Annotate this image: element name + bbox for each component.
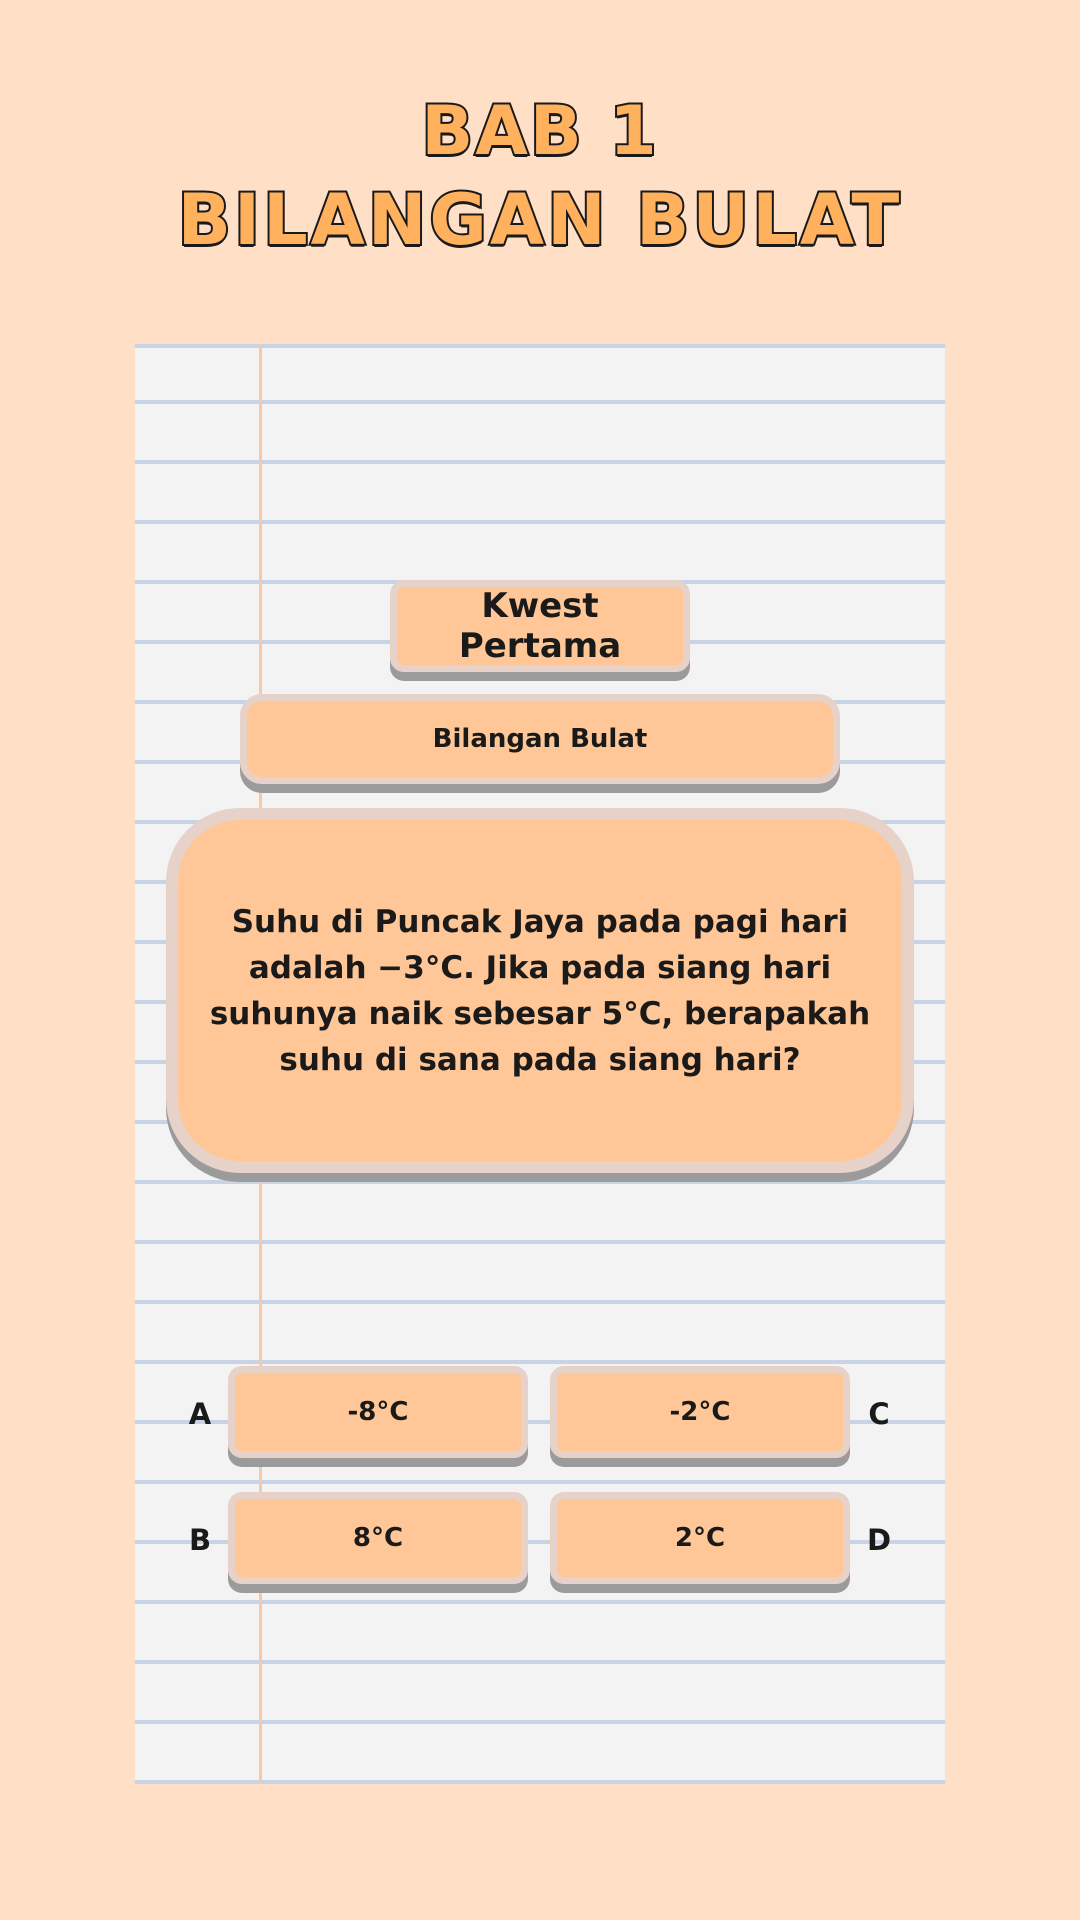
- quest-title: Kwest Pertama: [390, 580, 690, 672]
- answer-button-d[interactable]: 2°C: [550, 1492, 850, 1584]
- answer-button-c[interactable]: -2°C: [550, 1366, 850, 1458]
- chapter-title: BAB 1: [421, 92, 659, 171]
- chapter-subtitle: BILANGAN BULAT: [177, 179, 903, 261]
- question-card: [166, 808, 914, 1173]
- question-text: Suhu di Puncak Jaya pada pagi hari adalah −3°C. Jika pada siang hari suhunya naik sebesar 5°C, berapakah suhu di sana pada siang hari?: [209, 903, 871, 1078]
- answer-button-a[interactable]: -8°C: [228, 1366, 528, 1458]
- answer-button-b[interactable]: 8°C: [228, 1492, 528, 1584]
- answer-letter-b: B: [188, 1523, 212, 1557]
- answer-letter-a: A: [188, 1397, 212, 1431]
- answer-letter-d: D: [866, 1523, 892, 1557]
- answer-letter-c: C: [868, 1397, 890, 1431]
- subject-label: Bilangan Bulat: [240, 694, 840, 784]
- paper-top-line: [135, 344, 945, 348]
